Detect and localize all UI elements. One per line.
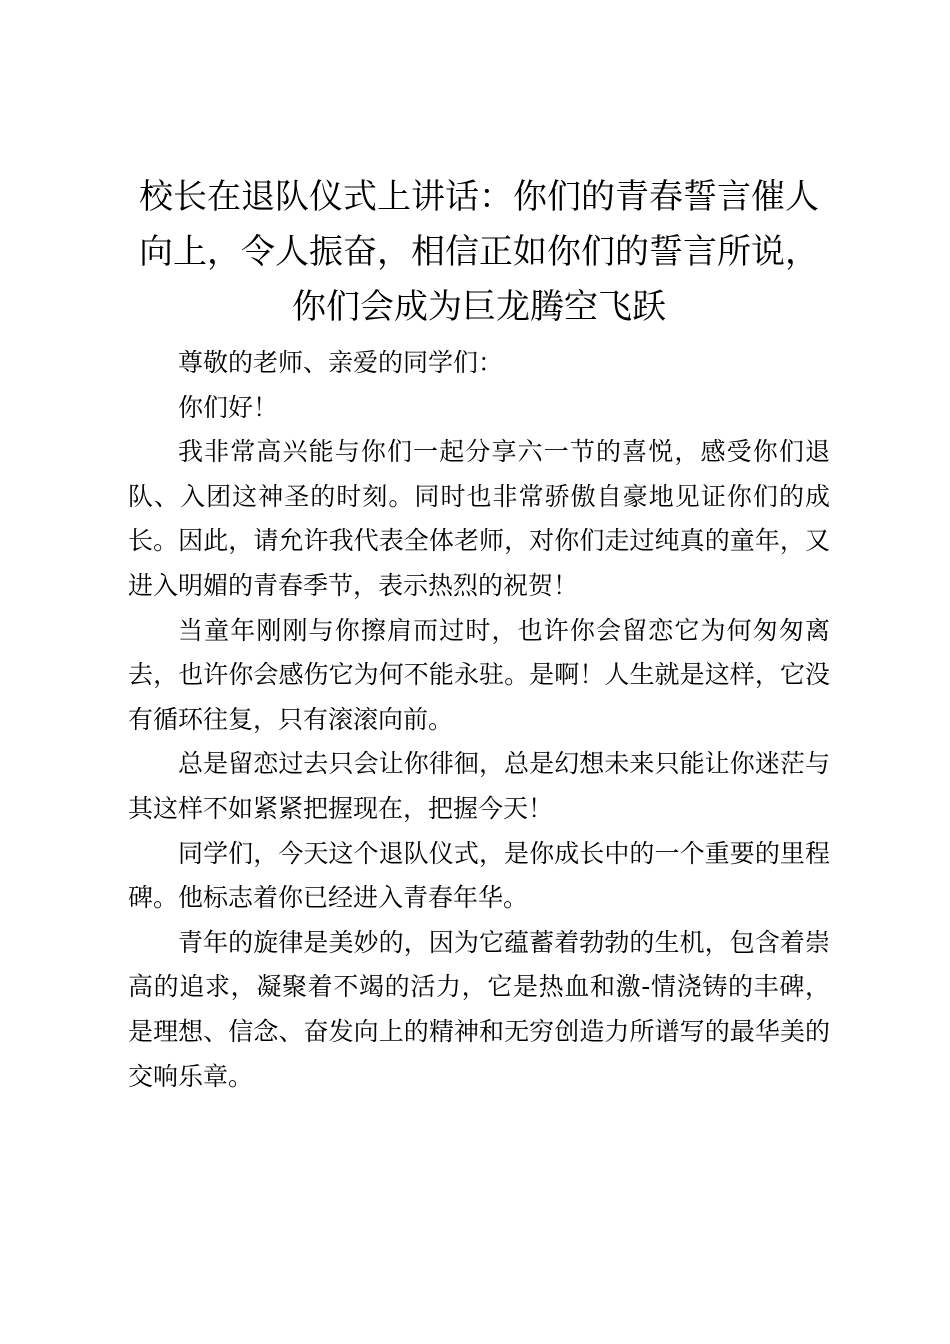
paragraph: 总是留恋过去只会让你徘徊，总是幻想未来只能让你迷茫与其这样不如紧紧把握现在，把握今天！ <box>128 749 830 823</box>
paragraph: 青年的旋律是美妙的，因为它蕴蓄着勃勃的生机，包含着崇高的追求，凝聚着不竭的活力，它是热血和激-情浇铸的丰碑，是理想、信念、奋发向上的精神和无穷创造力所谱写的最华美的交响乐章。 <box>128 927 830 1091</box>
document-content <box>128 170 830 1099</box>
paragraph-salutation: 尊敬的老师、亲爱的同学们： <box>178 348 504 377</box>
paragraph: 我非常高兴能与你们一起分享六一节的喜悦，感受你们退队、入团这神圣的时刻。同时也非常骄傲自豪地见证你们的成长。因此，请允许我代表全体老师，对你们走过纯真的童年，又进入明媚的青春季节，表示热烈的祝贺！ <box>128 437 830 600</box>
paragraph-greeting: 你们好！ <box>178 392 279 422</box>
document-body <box>128 341 830 1099</box>
paragraph: 同学们，今天这个退队仪式，是你成长中的一个重要的里程碑。他标志着你已经进入青春年华。 <box>128 838 830 913</box>
paragraph: 当童年刚刚与你擦肩而过时，也许你会留恋它为何匆匆离去，也许你会感伤它为何不能永驻。是啊！人生就是这样，它没有循环往复，只有滚滚向前。 <box>128 615 830 734</box>
document-title: 校长在退队仪式上讲话：你们的青春誓言催人向上，令人振奋，相信正如你们的誓言所说，你们会成为巨龙腾空飞跃 <box>139 177 819 327</box>
